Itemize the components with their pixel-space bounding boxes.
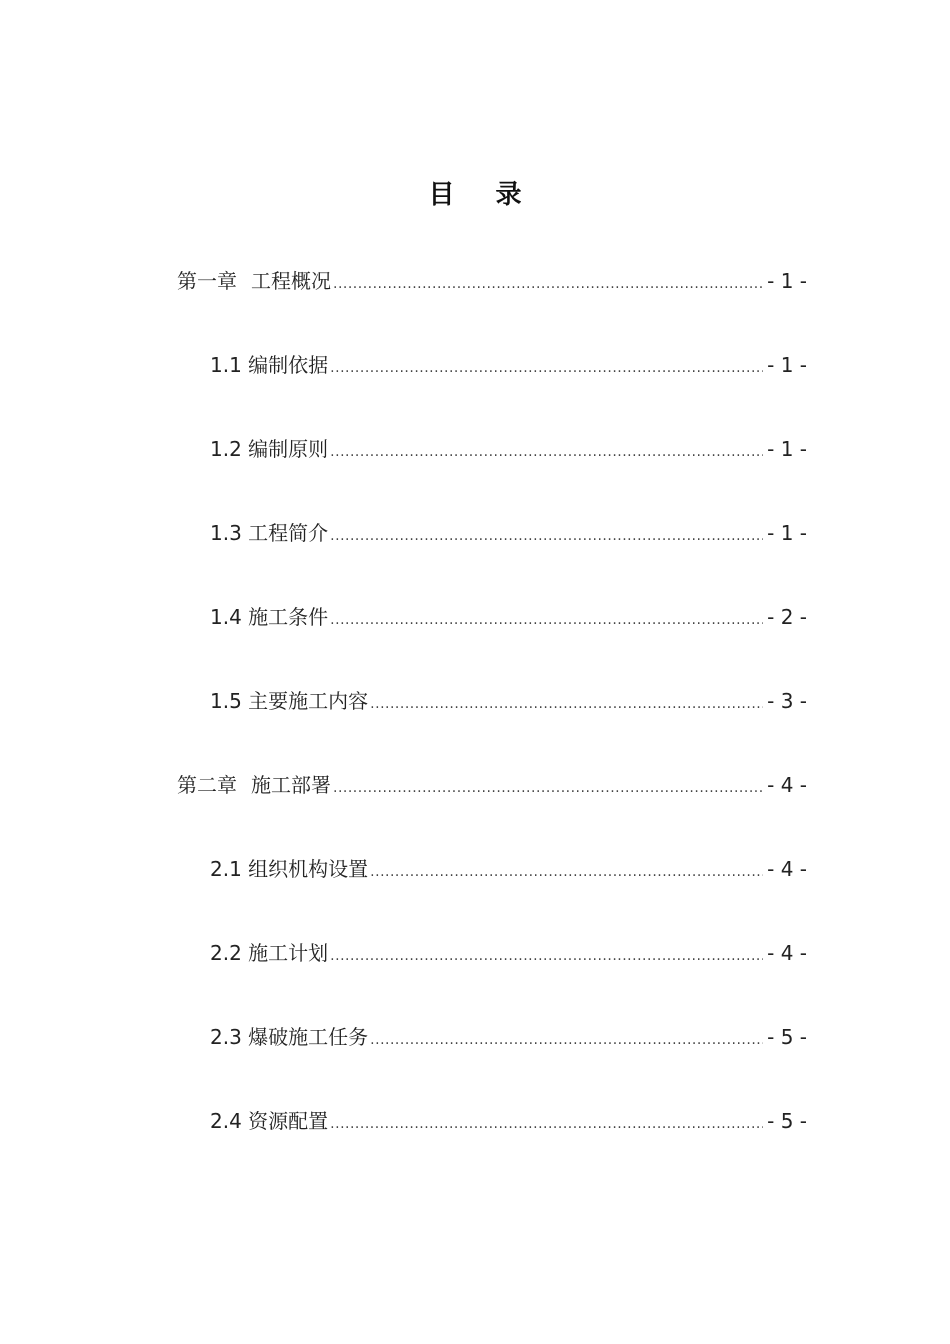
toc-entry-title: 1.3 工程简介 — [210, 521, 329, 545]
toc-entry-chapter-2[interactable] — [177, 770, 807, 800]
toc-page-number: - 5 - — [767, 1109, 807, 1133]
toc-entry-chapter-1[interactable] — [177, 266, 807, 296]
dot-leader — [330, 521, 763, 551]
toc-entry-1-1[interactable] — [210, 350, 807, 380]
toc-page-number: - 5 - — [767, 1025, 807, 1049]
toc-entry-1-4[interactable] — [210, 602, 807, 632]
toc-page-number: - 4 - — [767, 773, 807, 797]
dot-leader — [330, 605, 763, 635]
chapter-label: 第二章 — [177, 773, 237, 797]
toc-entry-title: 1.2 编制原则 — [210, 437, 329, 461]
dot-leader — [330, 941, 763, 971]
toc-page-number: - 3 - — [767, 689, 807, 713]
toc-entry-title: 2.4 资源配置 — [210, 1109, 329, 1133]
toc-page-number: - 4 - — [767, 941, 807, 965]
toc-entry-title: 2.3 爆破施工任务 — [210, 1025, 369, 1049]
toc-page-number: - 2 - — [767, 605, 807, 629]
toc-page-number: - 1 - — [767, 269, 807, 293]
dot-leader — [330, 1109, 763, 1139]
toc-page-number: - 1 - — [767, 437, 807, 461]
toc-entry-title: 1.4 施工条件 — [210, 605, 329, 629]
toc-entry-2-3[interactable] — [210, 1022, 807, 1052]
toc-page-number: - 4 - — [767, 857, 807, 881]
dot-leader — [370, 689, 763, 719]
toc-entry-1-5[interactable] — [210, 686, 807, 716]
toc-entry-2-1[interactable] — [210, 854, 807, 884]
toc-entry-2-4[interactable] — [210, 1106, 807, 1136]
toc-entry-title: 2.1 组织机构设置 — [210, 857, 369, 881]
page-title: 目 录 — [428, 180, 538, 210]
chapter-label: 第一章 — [177, 269, 237, 293]
toc-entry-1-2[interactable] — [210, 434, 807, 464]
dot-leader — [330, 437, 763, 467]
toc-entry-2-2[interactable] — [210, 938, 807, 968]
dot-leader — [370, 857, 763, 887]
toc-page-number: - 1 - — [767, 521, 807, 545]
dot-leader — [370, 1025, 763, 1055]
toc-entry-title: 2.2 施工计划 — [210, 941, 329, 965]
dot-leader — [333, 269, 763, 299]
dot-leader — [333, 773, 763, 803]
toc-entry-title: 1.5 主要施工内容 — [210, 689, 369, 713]
toc-entry-title: 1.1 编制依据 — [210, 353, 329, 377]
dot-leader — [330, 353, 763, 383]
toc-entry-1-3[interactable] — [210, 518, 807, 548]
toc-entry-title: 施工部署 — [251, 773, 331, 797]
toc-entry-title: 工程概况 — [251, 269, 331, 293]
toc-page-number: - 1 - — [767, 353, 807, 377]
